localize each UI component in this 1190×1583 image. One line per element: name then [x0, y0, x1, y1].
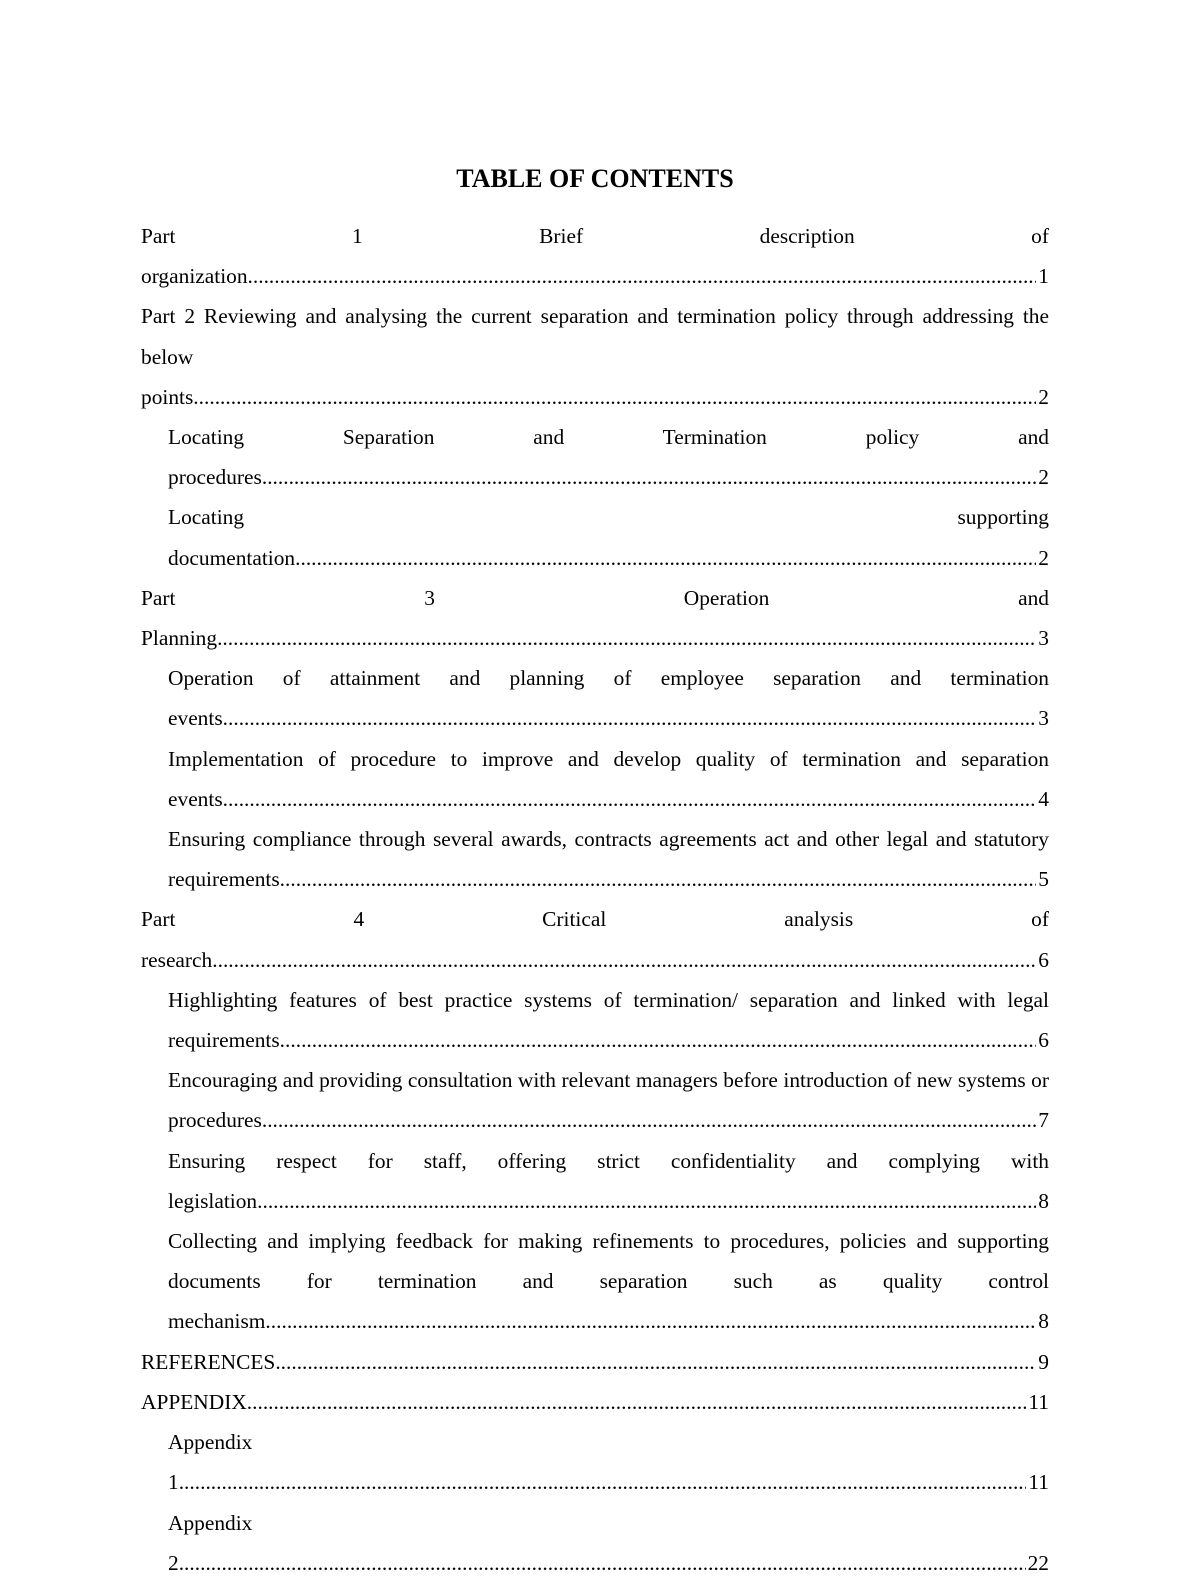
dot-leader: [223, 787, 1049, 811]
dot-leader: [262, 465, 1049, 489]
dot-leader: [280, 1028, 1049, 1052]
toc-entry-references[interactable]: [141, 1342, 1049, 1382]
toc-entry-respect-confidentiality[interactable]: [141, 1141, 1049, 1221]
toc-entry-text: Appendix 2: [168, 1510, 253, 1575]
dot-leader: [248, 264, 1049, 288]
toc-entry-text: APPENDIX: [141, 1389, 247, 1414]
toc-page-number: 11: [1026, 1462, 1049, 1502]
toc-page-number: 2: [1036, 538, 1049, 578]
toc-page-number: 6: [1036, 940, 1049, 980]
toc-entry-text: Appendix 1: [168, 1430, 253, 1495]
toc-entry-part-3[interactable]: [141, 578, 1049, 658]
toc-page-number: 8: [1036, 1181, 1049, 1221]
dot-leader: [223, 706, 1049, 730]
toc-entry-compliance[interactable]: [141, 819, 1049, 899]
dot-leader: [193, 385, 1049, 409]
toc-page-number: 1: [1036, 256, 1049, 296]
toc-page-number: 5: [1036, 859, 1049, 899]
toc-entry-implementation[interactable]: [141, 739, 1049, 819]
toc-entry-text: Highlighting features of best practice systems of termination/ separation and linked with legal requirements: [168, 987, 1049, 1053]
toc-entry-appendix-2[interactable]: [141, 1503, 1049, 1583]
toc-entry-text: Implementation of procedure to improve and develop quality of termination and separation events: [168, 746, 1049, 811]
toc-page-number: 11: [1026, 1382, 1049, 1422]
toc-entry-operation-attainment[interactable]: [141, 658, 1049, 738]
toc-page-number: 6: [1036, 1020, 1049, 1060]
dot-leader: [179, 1470, 1049, 1494]
toc-entry-appendix[interactable]: [141, 1382, 1049, 1422]
dot-leader: [275, 1350, 1049, 1374]
dot-leader: [212, 948, 1049, 972]
toc-entry-text: Locating Separation and Termination policy and procedures: [168, 425, 1049, 490]
toc-page-number: 7: [1036, 1100, 1049, 1140]
dot-leader: [217, 626, 1049, 650]
toc-entry-part-2[interactable]: [141, 296, 1049, 417]
toc-entry-part-1[interactable]: [141, 216, 1049, 296]
toc-page-number: 4: [1036, 779, 1049, 819]
toc-entry-feedback[interactable]: [141, 1221, 1049, 1342]
toc-page-number: 2: [1036, 377, 1049, 417]
toc-entry-text: Encouraging and providing consultation with relevant managers before introduction of new systems or procedures: [168, 1068, 1049, 1133]
toc-entry-text: Collecting and implying feedback for making refinements to procedures, policies and supporting documents for termination and separation such as quality control mechanism: [168, 1229, 1049, 1334]
toc-entry-text: Part 3 Operation and Planning: [141, 585, 1049, 651]
toc-entry-text: REFERENCES: [141, 1349, 276, 1374]
toc-page-number: 8: [1036, 1301, 1049, 1341]
toc-entry-part-4[interactable]: [141, 899, 1049, 979]
toc-entry-best-practice[interactable]: [141, 980, 1049, 1060]
table-of-contents: [141, 216, 1049, 1583]
toc-entry-consultation[interactable]: [141, 1060, 1049, 1140]
toc-entry-text: Ensuring respect for staff, offering strict confidentiality and complying with legislation: [168, 1148, 1049, 1213]
toc-entry-text: Part 2 Reviewing and analysing the current separation and termination policy through addressing the below points: [141, 304, 1049, 409]
dot-leader: [295, 546, 1049, 570]
toc-page-number: 2: [1036, 457, 1049, 497]
dot-leader: [262, 1108, 1049, 1132]
dot-leader: [280, 867, 1049, 891]
toc-page-number: 3: [1036, 698, 1049, 738]
toc-entry-supporting-documentation[interactable]: [141, 497, 1049, 577]
dot-leader: [247, 1390, 1049, 1414]
toc-page-number: 9: [1036, 1342, 1049, 1382]
toc-entry-text: Part 1 Brief description of organization: [141, 224, 1049, 289]
toc-entry-locating-policy[interactable]: [141, 417, 1049, 497]
toc-entry-text: Ensuring compliance through several awards, contracts agreements act and other legal and statutory requirements: [168, 827, 1049, 892]
toc-page-number: 3: [1036, 618, 1049, 658]
page-title: TABLE OF CONTENTS: [456, 164, 734, 193]
dot-leader: [265, 1309, 1049, 1333]
toc-page-number: 22: [1026, 1543, 1049, 1583]
toc-entry-text: Part 4 Critical analysis of research: [141, 907, 1049, 972]
toc-entry-text: Locating supporting documentation: [168, 505, 1049, 570]
toc-entry-appendix-1[interactable]: [141, 1422, 1049, 1502]
dot-leader: [257, 1189, 1049, 1213]
dot-leader: [179, 1551, 1049, 1575]
toc-entry-text: Operation of attainment and planning of employee separation and termination events: [168, 666, 1049, 731]
